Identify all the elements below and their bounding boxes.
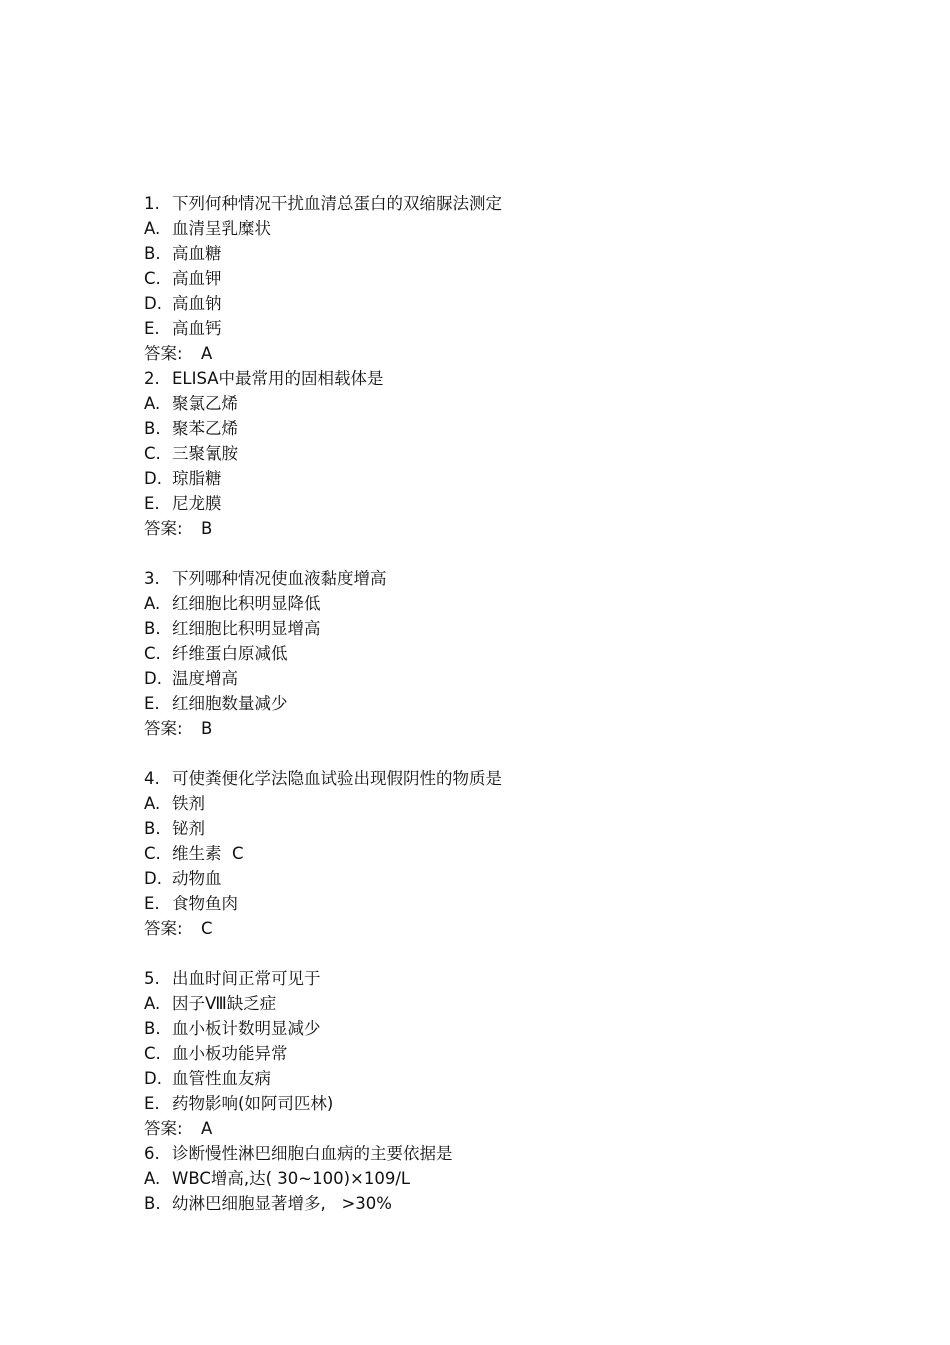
answer-label: 答案: [144, 1119, 183, 1138]
option-label: D. [144, 294, 162, 313]
question-text: 下列何种情况干扰血清总蛋白的双缩脲法测定 [172, 194, 502, 213]
blank-line [144, 741, 844, 766]
option-b [144, 616, 844, 641]
option-text: 维生素 C [172, 844, 244, 863]
option-text: 铁剂 [172, 794, 205, 813]
option-a [144, 391, 844, 416]
option-label: A. [144, 594, 161, 613]
answer-value: A [201, 1119, 213, 1138]
option-text: 高血钙 [172, 319, 222, 338]
option-text: 三聚氰胺 [172, 444, 238, 463]
answer-value: B [201, 519, 213, 538]
answer-line [144, 516, 844, 541]
option-d [144, 666, 844, 691]
option-b [144, 416, 844, 441]
option-label: B. [144, 244, 161, 263]
option-text: 血清呈乳糜状 [172, 219, 271, 238]
answer-label: 答案: [144, 719, 183, 738]
option-text: 琼脂糖 [172, 469, 222, 488]
question-number: 2. [144, 369, 160, 388]
option-b [144, 1016, 844, 1041]
option-text: 药物影响(如阿司匹林) [172, 1094, 334, 1113]
option-text: 红细胞数量减少 [172, 694, 288, 713]
option-text: 高血糖 [172, 244, 222, 263]
answer-value: A [201, 344, 213, 363]
option-label: C. [144, 844, 161, 863]
option-d [144, 466, 844, 491]
option-text: 因子Ⅷ缺乏症 [172, 994, 277, 1013]
answer-value: B [201, 719, 213, 738]
question-stem [144, 366, 844, 391]
option-label: A. [144, 1169, 161, 1188]
question-1 [144, 191, 844, 366]
option-a [144, 591, 844, 616]
question-2 [144, 366, 844, 541]
blank-line [144, 941, 844, 966]
question-list [144, 191, 844, 1216]
option-text: 血管性血友病 [172, 1069, 271, 1088]
answer-label: 答案: [144, 519, 183, 538]
option-label: E. [144, 494, 160, 513]
option-c [144, 441, 844, 466]
option-b [144, 241, 844, 266]
option-a [144, 791, 844, 816]
option-a [144, 1166, 844, 1191]
option-label: B. [144, 1194, 161, 1213]
answer-line [144, 716, 844, 741]
option-label: B. [144, 819, 161, 838]
question-number: 6. [144, 1144, 160, 1163]
question-stem [144, 766, 844, 791]
question-number: 5. [144, 969, 160, 988]
option-text: 铋剂 [172, 819, 205, 838]
option-d [144, 291, 844, 316]
option-label: A. [144, 794, 161, 813]
option-text: 血小板计数明显减少 [172, 1019, 321, 1038]
option-text: 红细胞比积明显增高 [172, 619, 321, 638]
option-b [144, 1191, 844, 1216]
question-text: 诊断慢性淋巴细胞白血病的主要依据是 [172, 1144, 453, 1163]
option-label: A. [144, 994, 161, 1013]
option-label: E. [144, 894, 160, 913]
option-e [144, 316, 844, 341]
option-text: 温度增高 [172, 669, 238, 688]
option-text: 血小板功能异常 [172, 1044, 288, 1063]
question-text: 出血时间正常可见于 [172, 969, 321, 988]
option-label: B. [144, 419, 161, 438]
option-label: E. [144, 1094, 160, 1113]
answer-line [144, 916, 844, 941]
question-text: 下列哪种情况使血液黏度增高 [172, 569, 387, 588]
option-label: D. [144, 1069, 162, 1088]
question-6 [144, 1141, 844, 1216]
answer-line [144, 341, 844, 366]
answer-line [144, 1116, 844, 1141]
question-3 [144, 566, 844, 741]
option-text: WBC增高,达( 30~100)×109/L [172, 1169, 411, 1188]
blank-line [144, 541, 844, 566]
question-stem [144, 966, 844, 991]
option-d [144, 1066, 844, 1091]
option-c [144, 1041, 844, 1066]
option-text: 食物鱼肉 [172, 894, 238, 913]
option-label: B. [144, 1019, 161, 1038]
option-e [144, 491, 844, 516]
option-label: C. [144, 644, 161, 663]
question-stem [144, 1141, 844, 1166]
question-text: ELISA中最常用的固相载体是 [172, 369, 384, 388]
option-text: 聚苯乙烯 [172, 419, 238, 438]
option-text: 纤维蛋白原减低 [172, 644, 288, 663]
question-number: 4. [144, 769, 160, 788]
option-c [144, 841, 844, 866]
option-b [144, 816, 844, 841]
question-number: 1. [144, 194, 160, 213]
option-label: C. [144, 444, 161, 463]
question-text: 可使粪便化学法隐血试验出现假阴性的物质是 [172, 769, 502, 788]
option-text: 高血钠 [172, 294, 222, 313]
option-a [144, 216, 844, 241]
option-text: 尼龙膜 [172, 494, 222, 513]
option-label: D. [144, 469, 162, 488]
question-number: 3. [144, 569, 160, 588]
option-label: D. [144, 869, 162, 888]
option-label: B. [144, 619, 161, 638]
option-text: 红细胞比积明显降低 [172, 594, 321, 613]
option-e [144, 891, 844, 916]
option-label: C. [144, 1044, 161, 1063]
question-4 [144, 766, 844, 941]
question-stem [144, 191, 844, 216]
option-label: E. [144, 319, 160, 338]
option-label: E. [144, 694, 160, 713]
option-e [144, 1091, 844, 1116]
option-c [144, 641, 844, 666]
option-text: 幼淋巴细胞显著增多, >30% [172, 1194, 392, 1213]
answer-value: C [201, 919, 213, 938]
option-c [144, 266, 844, 291]
option-text: 高血钾 [172, 269, 222, 288]
option-label: D. [144, 669, 162, 688]
option-text: 聚氯乙烯 [172, 394, 238, 413]
option-a [144, 991, 844, 1016]
question-stem [144, 566, 844, 591]
option-label: A. [144, 394, 161, 413]
option-label: C. [144, 269, 161, 288]
option-d [144, 866, 844, 891]
option-text: 动物血 [172, 869, 222, 888]
option-label: A. [144, 219, 161, 238]
question-5 [144, 966, 844, 1141]
answer-label: 答案: [144, 344, 183, 363]
option-e [144, 691, 844, 716]
answer-label: 答案: [144, 919, 183, 938]
